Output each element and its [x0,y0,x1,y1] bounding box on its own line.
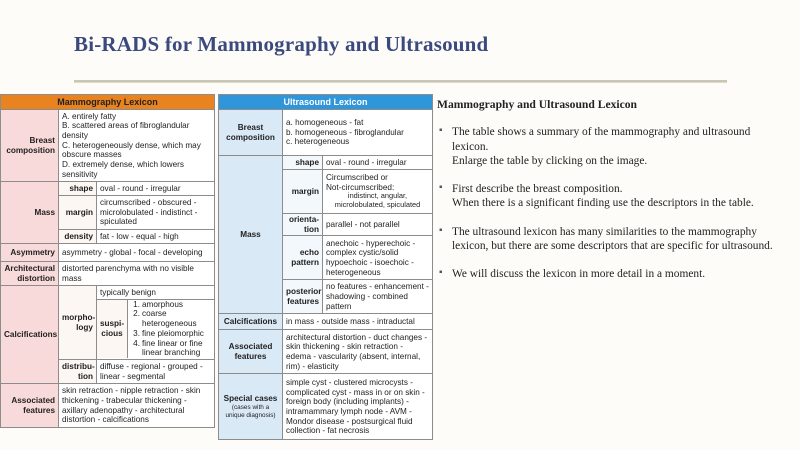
us-posterior-features-value: no features - enhancement - shadowing - combined pattern [323,280,433,314]
bullet-list [437,125,787,281]
us-margin-detail: indistinct, angular, microlobulated, spiculated [334,191,421,210]
us-calcifications-value: in mass - outside mass - intraductal [283,314,433,330]
us-special-cases-note: (cases with a unique diagnosis) [225,404,276,419]
bullet-line: ▪ We will discuss the lexicon in more detail in a moment. [452,268,706,281]
suspicious-item: fine linear or fine linear branching [142,338,203,358]
us-calcifications-label: Calcifications [219,314,283,330]
mammo-shape-label: shape [59,182,97,196]
us-orientation-value: parallel - not parallel [323,214,433,236]
bullet-line: ▪ The table shows a summary of the mammography and ultrasound lexicon. [452,126,751,153]
us-margin-line: Not-circumscribed: [326,182,395,192]
mammo-density-value: fat - low - equal - high [97,230,215,244]
mammo-mass-label: Mass [1,182,59,244]
typically-benign-text: typically benign [97,287,214,299]
us-shape-value: oval - round - irregular [323,156,433,170]
suspicious-item: fine pleiomorphic [142,328,204,338]
suspicious-num: 1. [133,299,140,309]
us-breast-composition-label: Breast composition [219,110,283,156]
mammo-shape-value: oval - round - irregular [97,182,215,196]
mammo-associated-features-label: Associated features [1,384,59,428]
us-mass-label: Mass [219,156,283,314]
suspicious-num: 3. [133,328,140,338]
mammo-composition-item: B. scattered areas of fibroglandular density [62,121,190,140]
us-breast-composition-list [283,110,433,156]
ultrasound-lexicon-header: Ultrasound Lexicon [219,95,433,110]
title-divider [74,80,727,83]
suspicious-num: 4. [133,338,140,348]
mammo-breast-composition-list [59,110,215,182]
ultrasound-lexicon-table[interactable] [218,94,433,440]
suspicious-num: 2. [133,309,140,319]
bullet-line: When there is a significant finding use the descriptors in the table. [452,197,754,210]
morphology-subtable [97,287,214,358]
mammo-asymmetry-value: asymmetry - global - focal - developing [59,244,215,262]
mammo-associated-features-value: skin retraction - nipple retraction - skin thickening - trabecular thickening - axillary adenopathy - architectural distortion - calcifications [59,384,215,428]
us-echo-pattern-value: anechoic - hyperechoic - complex cystic/solid hypoechoic - isoechoic - heterogeneous [323,236,433,280]
bullet-line: ▪ First describe the breast composition. [452,183,623,196]
mammography-lexicon-table[interactable] [0,94,215,428]
mammo-distribution-value: diffuse - regional - grouped - linear - segmental [97,360,215,384]
us-margin-label: margin [283,170,323,214]
mammo-architectural-distortion-value: distorted parenchyma with no visible mass [59,262,215,286]
bullet-item [437,267,787,281]
us-orientation-label: orienta-tion [283,214,323,236]
us-special-cases-cell [219,374,283,440]
us-margin-value [323,170,433,214]
mammo-distribution-label: distribu-tion [59,360,97,384]
us-posterior-features-label: posterior features [283,280,323,314]
suspicious-item: amorphous [142,299,183,309]
mammo-composition-item: D. extremely dense, which lowers sensitivity [62,160,184,179]
bullet-line: ▪ The ultrasound lexicon has many similarities to the mammography lexicon, but there are some descriptors that are specific for ultrasound. [452,225,773,252]
panel-title: Mammography and Ultrasound Lexicon [437,98,638,111]
description-panel [437,98,787,295]
us-margin-line: Circumscribed or [326,173,388,183]
suspicious-item: coarse heterogeneous [142,309,197,329]
mammo-composition-item: A. entirely fatty [62,111,117,121]
us-composition-item: a. homogeneous - fat [286,117,364,127]
us-shape-label: shape [283,156,323,170]
mammo-asymmetry-label: Asymmetry [1,244,59,262]
us-echo-pattern-label: echo pattern [283,236,323,280]
mammo-morphology-cell [97,286,215,360]
bullet-item [437,182,787,211]
us-composition-item: c. heterogeneous [286,137,350,147]
bullet-item [437,225,787,254]
mammo-breast-composition-label: Breast composition [1,110,59,182]
us-composition-item: b. homogeneous - fibroglandular [286,127,404,137]
slide-title: Bi-RADS for Mammography and Ultrasound [74,32,489,56]
us-associated-features-label: Associated features [219,330,283,374]
us-special-cases-value: simple cyst - clustered microcysts - complicated cyst - mass in or on skin - foreign body (including implants) - intramammary lymph node - AVM - Mondor disease - postsurgical fluid collection - fat necrosis [283,374,433,440]
us-associated-features-value: architectural distortion - duct changes - skin thickening - skin retraction - edema - vascularity (absent, internal, rim) - elasticity [283,330,433,374]
mammo-architectural-distortion-label: Architectural distortion [1,262,59,286]
mammo-calcifications-label: Calcifications [1,286,59,384]
us-special-cases-label: Special cases [223,394,278,404]
mammography-lexicon-header: Mammography Lexicon [1,95,215,110]
suspicious-label: suspi-cious [97,299,128,358]
bullet-item [437,125,787,168]
mammo-composition-item: C. heterogeneously dense, which may obscure masses [62,140,201,160]
mammo-morphology-label: morpho-logy [59,286,97,360]
bullet-line: Enlarge the table by clicking on the image. [452,154,648,167]
mammo-margin-label: margin [59,196,97,230]
mammo-margin-value: circumscribed - obscured - microlobulated - indistinct - spiculated [97,196,215,230]
mammo-density-label: density [59,230,97,244]
